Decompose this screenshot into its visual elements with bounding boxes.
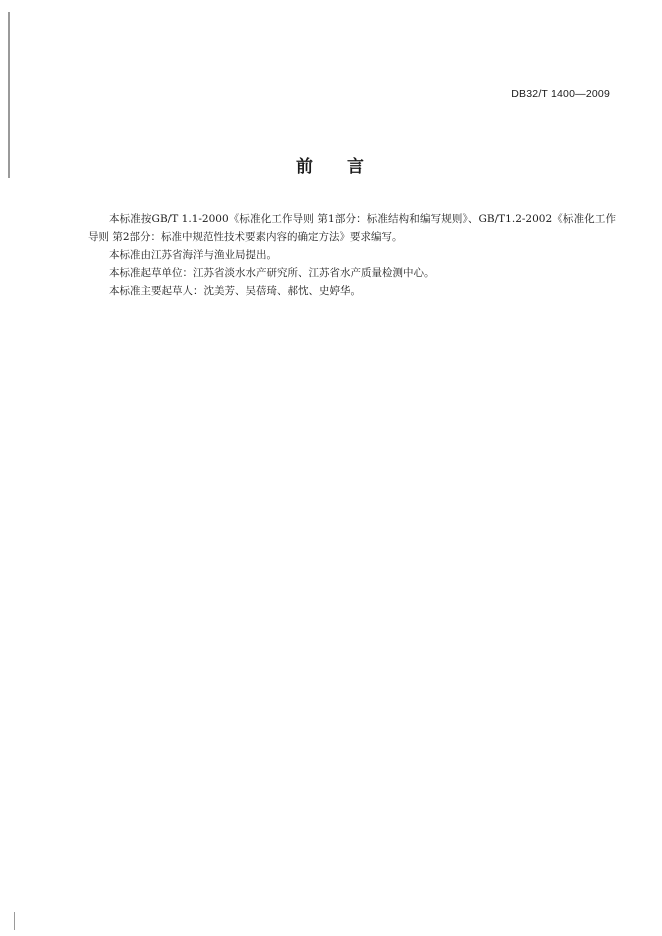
foreword-body [88,210,616,300]
document-code: DB32/T 1400—2009 [511,88,610,100]
paragraph-drafting-units: 本标准起草单位：江苏省淡水水产研究所、江苏省水产质量检测中心。 [109,267,435,279]
page-title: 前言 [296,157,398,177]
paragraph-drafting-basis: 本标准按GB/T 1.1-2000《标准化工作导则 第1部分：标准结构和编写规则》、GB/T1.2-2002《标准化工作导则 第2部分：标准中规范性技术要素内容的确定方法》要求编写。 [88,213,616,243]
paragraph-main-drafters: 本标准主要起草人：沈美芳、吴蓓琦、郝忱、史婷华。 [109,285,361,297]
paragraph-proposer: 本标准由江苏省海洋与渔业局提出。 [109,249,277,261]
scan-edge-mark [14,912,15,930]
